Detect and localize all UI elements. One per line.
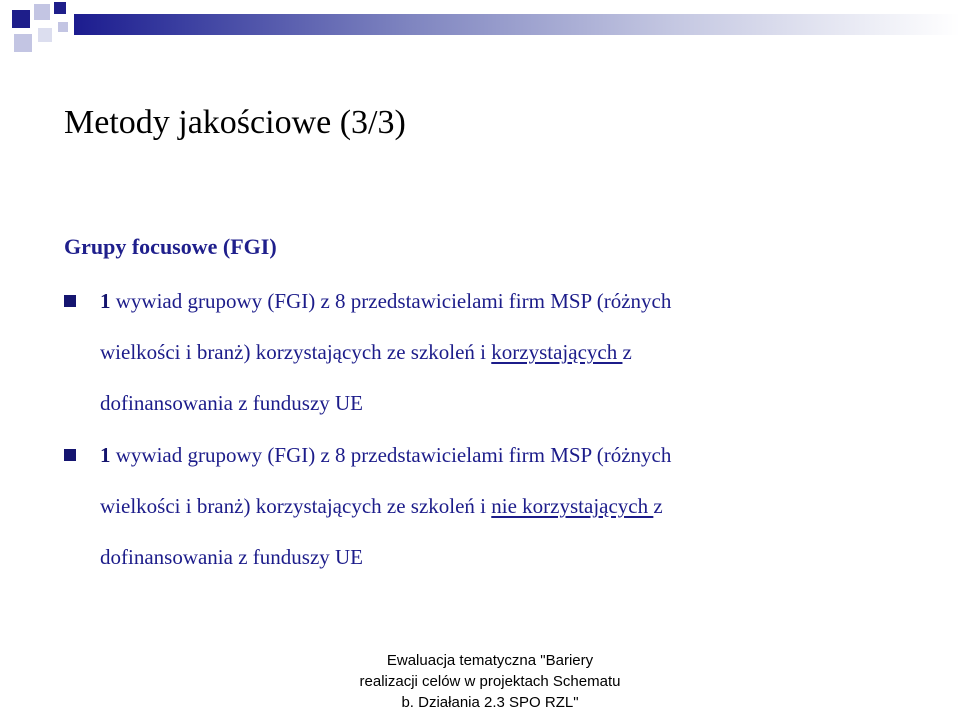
underlined-text: nie korzystających bbox=[491, 494, 654, 518]
header-decoration bbox=[0, 0, 960, 66]
logo-square-lavender-2 bbox=[14, 34, 32, 52]
bullet-line bbox=[100, 327, 860, 378]
logo-square-lavender bbox=[34, 4, 50, 20]
bullet-line bbox=[100, 276, 860, 327]
bullet-number: 1 bbox=[100, 443, 111, 467]
bullet-line bbox=[100, 430, 860, 481]
bullet-item-2 bbox=[100, 430, 860, 583]
header-gradient-bar bbox=[74, 14, 960, 35]
bullet-number: 1 bbox=[100, 289, 111, 313]
logo-square-lavender-3 bbox=[58, 22, 68, 32]
footer-line: Ewaluacja tematyczna "Bariery bbox=[386, 652, 594, 669]
bullet-text: wielkości i branż) korzystających ze szkoleń i bbox=[100, 494, 492, 518]
bullet-text: z bbox=[653, 494, 663, 518]
footer-line: b. Działania 2.3 SPO RZL" bbox=[401, 694, 579, 711]
underlined-text: korzystających bbox=[491, 340, 623, 364]
logo-square-navy-small bbox=[54, 2, 66, 14]
logo-square-pale bbox=[38, 28, 52, 42]
bullet-item-1 bbox=[100, 276, 860, 429]
footer-line: realizacji celów w projektach Schematu bbox=[359, 673, 621, 690]
bullet-line bbox=[100, 378, 860, 429]
bullet-text: dofinansowania z funduszy UE bbox=[100, 391, 364, 415]
bullet-line bbox=[100, 532, 860, 583]
slide-title: Metody jakościowe (3/3) bbox=[64, 104, 406, 141]
bullet-text: wywiad grupowy (FGI) z 8 przedstawicielami firm MSP (różnych bbox=[110, 289, 672, 313]
bullet-text: dofinansowania z funduszy UE bbox=[100, 545, 364, 569]
footer-caption bbox=[340, 650, 640, 713]
logo-square-navy bbox=[12, 10, 30, 28]
section-heading: Grupy focusowe (FGI) bbox=[64, 234, 277, 259]
bullet-text: wielkości i branż) korzystających ze szkoleń i bbox=[100, 340, 492, 364]
bullet-line bbox=[100, 481, 860, 532]
square-bullet-icon bbox=[64, 449, 76, 461]
bullet-text: wywiad grupowy (FGI) z 8 przedstawicielami firm MSP (różnych bbox=[110, 443, 672, 467]
square-bullet-icon bbox=[64, 295, 76, 307]
bullet-text: z bbox=[622, 340, 632, 364]
